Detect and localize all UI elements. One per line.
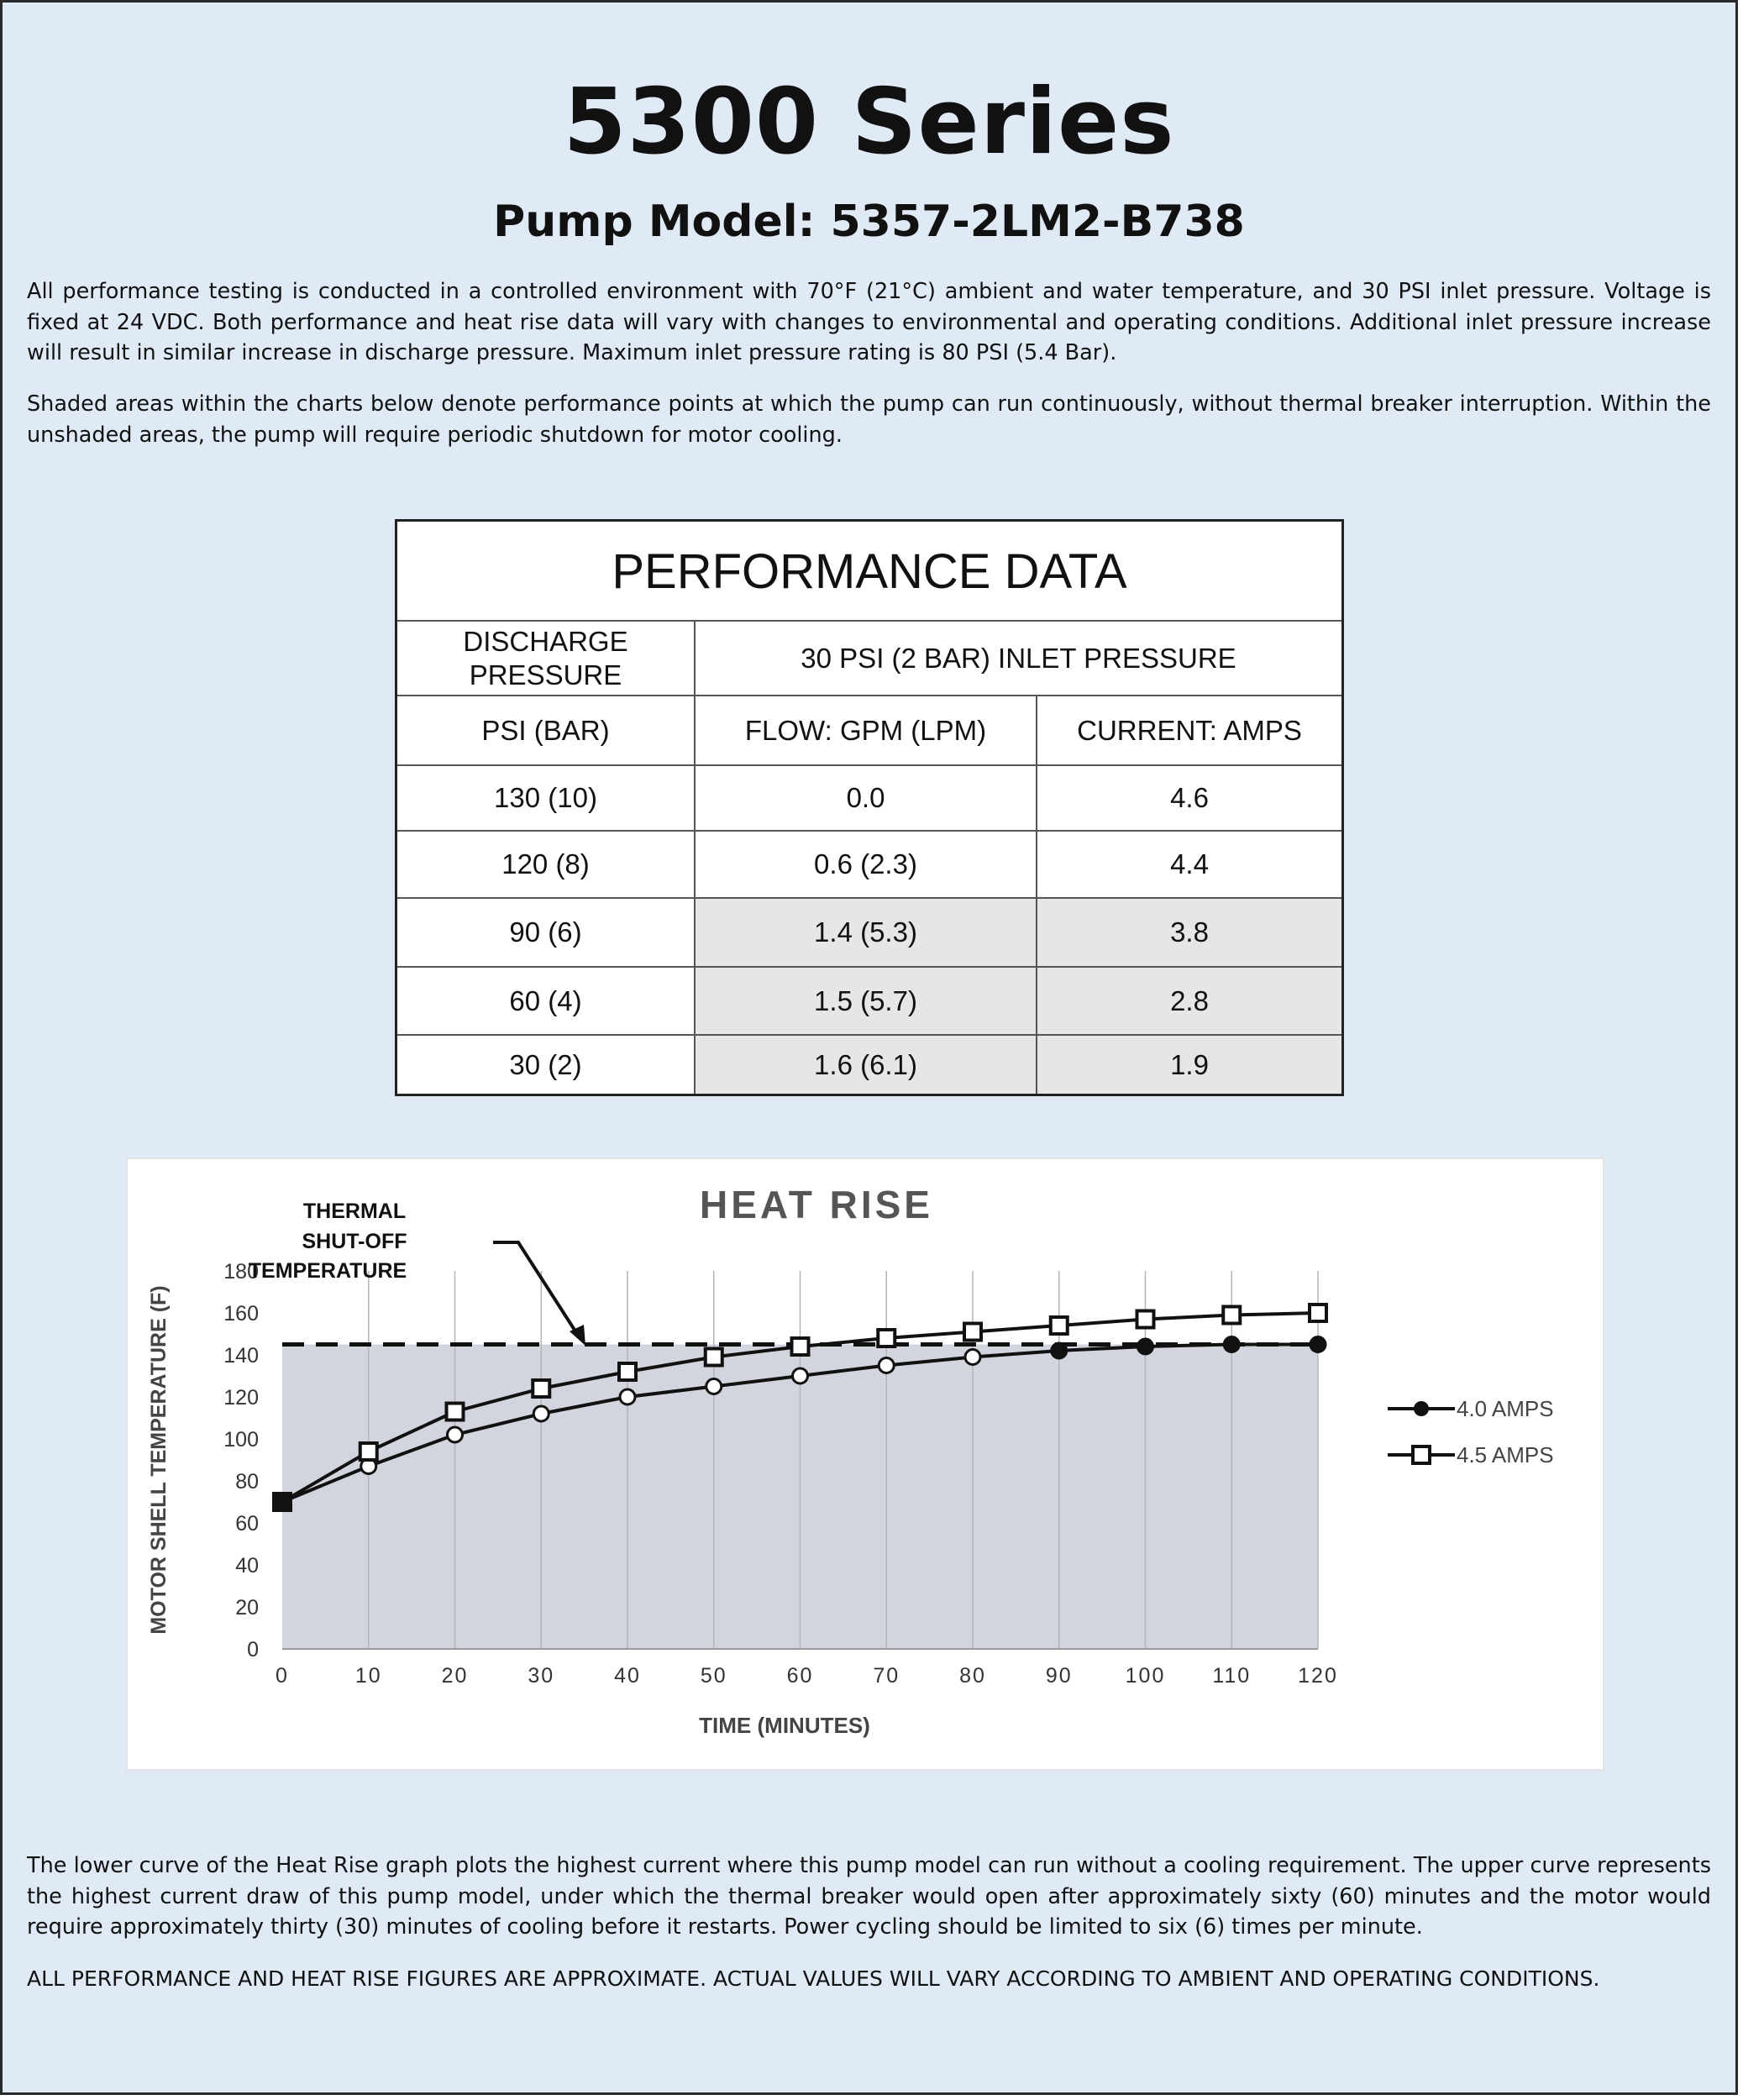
table-row-4-current: 2.8 xyxy=(1037,968,1341,1036)
x-tick-label-60: 60 xyxy=(786,1664,814,1688)
pump-model-subtitle: Pump Model: 5357-2LM2-B738 xyxy=(493,197,1245,247)
legend-label-2: 4.5 AMPS xyxy=(1457,1442,1554,1467)
x-tick-label-0: 0 xyxy=(276,1664,289,1688)
intro-paragraph-testing: All performance testing is conducted in a controlled environment with 70°F (21°C) ambient and water temperature, and 30 PSI inlet pressure. Voltage is fixed at 24 VDC. Both performance and heat rise data will vary with changes to environmental and operating conditions. Additional inlet pressure increase will result in similar increase in discharge pressure. Maximum inlet pressure rating is 80 PSI (5.4 Bar). xyxy=(27,279,1711,365)
y-tick-label-40: 40 xyxy=(235,1554,259,1578)
table-row-3-flow: 1.4 (5.3) xyxy=(696,899,1037,968)
y-tick-label-20: 20 xyxy=(235,1596,259,1620)
heat-rise-chart-svg xyxy=(128,1159,1606,1772)
y-tick-label-180: 180 xyxy=(223,1260,259,1284)
x-tick-label-10: 10 xyxy=(354,1664,382,1688)
series-2-point-11 xyxy=(1223,1307,1240,1324)
table-row-1-current: 4.6 xyxy=(1037,766,1341,832)
legend-marker-2 xyxy=(1413,1446,1430,1463)
y-tick-label-100: 100 xyxy=(223,1428,259,1452)
series-2-point-2 xyxy=(447,1404,464,1420)
series-1-point-3 xyxy=(533,1406,549,1421)
series-2-point-1 xyxy=(360,1443,377,1460)
heat-rise-explanation: The lower curve of the Heat Rise graph plots the highest current where this pump model can run without a cooling requirement. The upper curve represents the highest current draw of this pump model, under which the thermal breaker would open after approximately sixty (60) minutes and the motor would require approximately thirty (30) minutes of cooling before it restarts. Power cycling should be limited to six (6) times per minute. xyxy=(27,1853,1711,1940)
table-row-2-psi: 120 (8) xyxy=(397,832,696,899)
series-1-point-9 xyxy=(1052,1343,1067,1358)
x-tick-label-40: 40 xyxy=(614,1664,641,1688)
series-2-point-9 xyxy=(1051,1317,1068,1334)
series-2-point-5 xyxy=(706,1349,722,1366)
x-tick-label-20: 20 xyxy=(441,1664,469,1688)
performance-table-title: PERFORMANCE DATA xyxy=(397,522,1341,622)
legend-label-1: 4.0 AMPS xyxy=(1457,1396,1554,1421)
thermal-shutoff-label-3: TEMPERATURE xyxy=(248,1259,407,1283)
table-row-4-flow: 1.5 (5.7) xyxy=(696,968,1037,1036)
table-row-3-psi: 90 (6) xyxy=(397,899,696,968)
series-1-point-12 xyxy=(1310,1337,1326,1352)
thermal-shutoff-label-2: SHUT-OFF xyxy=(302,1230,407,1253)
approximate-figures-disclaimer: ALL PERFORMANCE AND HEAT RISE FIGURES ARE APPROXIMATE. ACTUAL VALUES WILL VARY ACCORDING TO AMBIENT AND OPERATING CONDITIONS. xyxy=(27,1966,1600,1991)
series-1-point-7 xyxy=(879,1358,894,1373)
series-2-point-0 xyxy=(272,1492,292,1512)
y-tick-label-60: 60 xyxy=(235,1512,259,1536)
column-header-current: CURRENT: AMPS xyxy=(1037,696,1341,766)
series-1-point-11 xyxy=(1224,1337,1239,1352)
discharge-pressure-header: DISCHARGE PRESSURE xyxy=(397,622,696,696)
page-title: 5300 Series xyxy=(563,70,1175,175)
x-tick-label-30: 30 xyxy=(528,1664,555,1688)
inlet-pressure-header: 30 PSI (2 BAR) INLET PRESSURE xyxy=(696,622,1341,696)
table-row-5-flow: 1.6 (6.1) xyxy=(696,1036,1037,1094)
table-row-4-psi: 60 (4) xyxy=(397,968,696,1036)
legend-marker-1 xyxy=(1414,1401,1429,1416)
series-2-point-8 xyxy=(964,1324,981,1341)
thermal-shutoff-pointer xyxy=(493,1242,579,1336)
column-header-flow: FLOW: GPM (LPM) xyxy=(696,696,1037,766)
series-1-point-2 xyxy=(448,1427,463,1442)
table-row-5-psi: 30 (2) xyxy=(397,1036,696,1094)
y-tick-label-140: 140 xyxy=(223,1344,259,1368)
x-tick-label-110: 110 xyxy=(1212,1664,1252,1688)
table-row-1-flow: 0.0 xyxy=(696,766,1037,832)
table-row-5-current: 1.9 xyxy=(1037,1036,1341,1094)
x-tick-label-50: 50 xyxy=(700,1664,727,1688)
x-tick-label-90: 90 xyxy=(1045,1664,1073,1688)
y-tick-label-80: 80 xyxy=(235,1470,259,1494)
series-1-point-6 xyxy=(793,1368,808,1383)
x-tick-label-70: 70 xyxy=(873,1664,900,1688)
series-1-point-8 xyxy=(965,1350,980,1365)
intro-paragraph-shading: Shaded areas within the charts below denote performance points at which the pump can run continuously, without thermal breaker interruption. Within the unshaded areas, the pump will require periodic shutdown for motor cooling. xyxy=(27,391,1711,448)
series-2-point-7 xyxy=(878,1330,895,1347)
x-axis-label: TIME (MINUTES) xyxy=(699,1713,870,1738)
series-2-point-4 xyxy=(619,1363,636,1380)
series-1-point-4 xyxy=(620,1389,635,1404)
y-axis-label: MOTOR SHELL TEMPERATURE (F) xyxy=(147,1285,171,1635)
series-2-point-10 xyxy=(1137,1311,1154,1328)
thermal-shutoff-label-1: THERMAL xyxy=(302,1200,407,1223)
performance-data-table xyxy=(395,519,1344,1096)
table-row-3-current: 3.8 xyxy=(1037,899,1341,968)
series-2-point-3 xyxy=(533,1380,549,1397)
y-tick-label-160: 160 xyxy=(223,1302,259,1326)
heat-rise-chart xyxy=(126,1158,1604,1771)
series-1-point-10 xyxy=(1138,1339,1153,1354)
y-tick-label-0: 0 xyxy=(247,1638,259,1662)
x-tick-label-120: 120 xyxy=(1298,1664,1338,1688)
x-tick-label-100: 100 xyxy=(1125,1664,1166,1688)
table-row-2-current: 4.4 xyxy=(1037,832,1341,899)
series-2-point-6 xyxy=(792,1338,809,1355)
column-header-psi: PSI (BAR) xyxy=(397,696,696,766)
chart-title: HEAT RISE xyxy=(700,1183,933,1226)
table-row-2-flow: 0.6 (2.3) xyxy=(696,832,1037,899)
y-tick-label-120: 120 xyxy=(223,1386,259,1410)
series-2-point-12 xyxy=(1310,1305,1326,1321)
series-1-point-5 xyxy=(706,1379,722,1394)
table-row-1-psi: 130 (10) xyxy=(397,766,696,832)
x-tick-label-80: 80 xyxy=(959,1664,986,1688)
